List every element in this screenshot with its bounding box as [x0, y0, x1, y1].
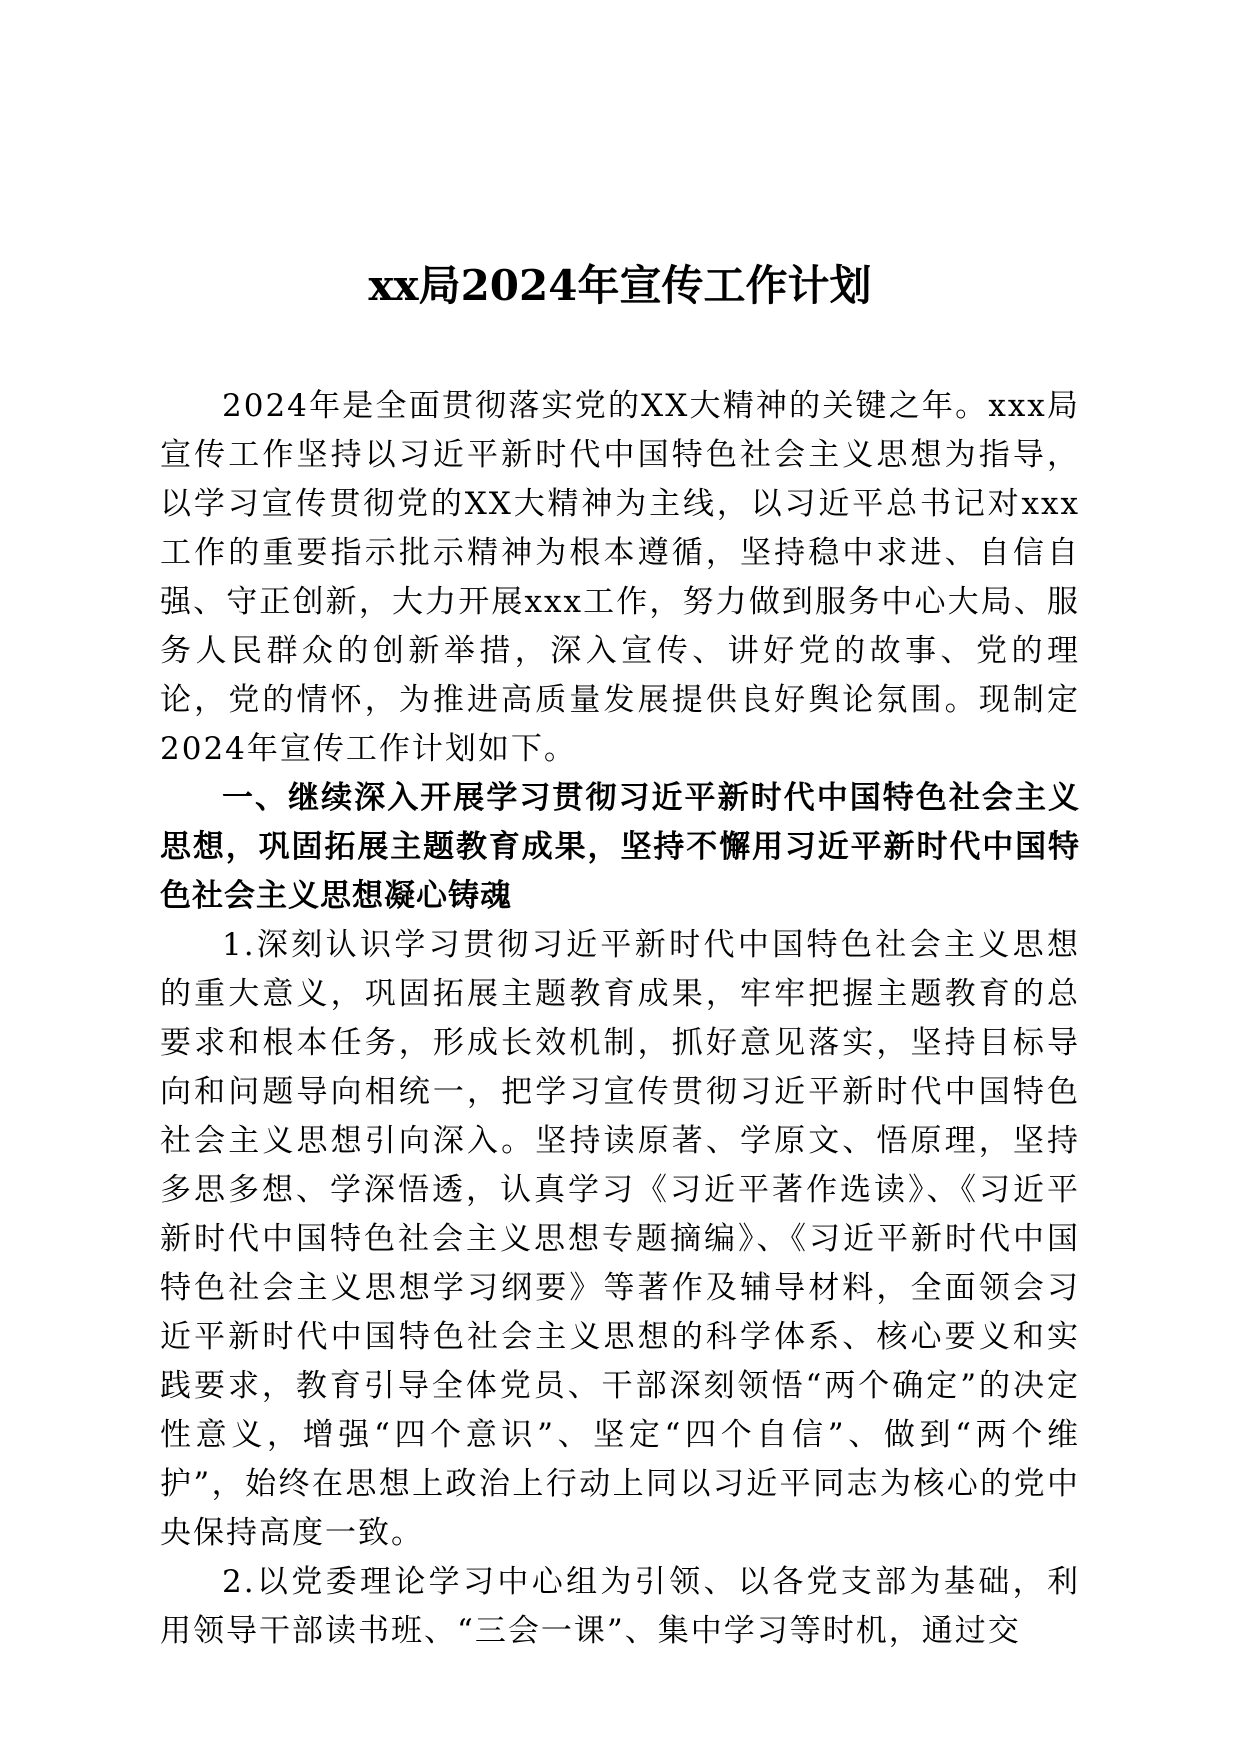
section-heading-1: 一、继续深入开展学习贯彻习近平新时代中国特色社会主义思想，巩固拓展主题教育成果，坚持不懈用习近平新时代中国特色社会主义思想凝心铸魂: [160, 780, 1080, 914]
list-item-2: 2.以党委理论学习中心组为引领、以各党支部为基础，利用领导干部读书班、“三会一课”、集中学习等时机，通过交: [160, 1564, 1080, 1649]
intro-paragraph: 2024年是全面贯彻落实党的XX大精神的关键之年。xxx局宣传工作坚持以习近平新时代中国特色社会主义思想为指导，以学习宣传贯彻党的XX大精神为主线，以习近平总书记对xxx工作的重要指示批示精神为根本遵循，坚持稳中求进、自信自强、守正创新，大力开展xxx工作，努力做到服务中心大局、服务人民群众的创新举措，深入宣传、讲好党的故事、党的理论，党的情怀，为推进高质量发展提供良好舆论氛围。现制定2024年宣传工作计划如下。: [160, 388, 1080, 767]
list-item-1: 1.深刻认识学习贯彻习近平新时代中国特色社会主义思想的重大意义，巩固拓展主题教育成果，牢牢把握主题教育的总要求和根本任务，形成长效机制，抓好意见落实，坚持目标导向和问题导向相统一，把学习宣传贯彻习近平新时代中国特色社会主义思想引向深入。坚持读原著、学原文、悟原理，坚持多思多想、学深悟透，认真学习《习近平著作选读》、《习近平新时代中国特色社会主义思想专题摘编》、《习近平新时代中国特色社会主义思想学习纲要》等著作及辅导材料，全面领会习近平新时代中国特色社会主义思想的科学体系、核心要义和实践要求，教育引导全体党员、干部深刻领悟“两个确定”的决定性意义，增强“四个意识”、坚定“四个自信”、做到“两个维护”，始终在思想上政治上行动上同以习近平同志为核心的党中央保持高度一致。: [160, 927, 1080, 1551]
document-body: [160, 382, 1080, 1656]
document-title: xx局2024年宣传工作计划: [368, 261, 872, 310]
